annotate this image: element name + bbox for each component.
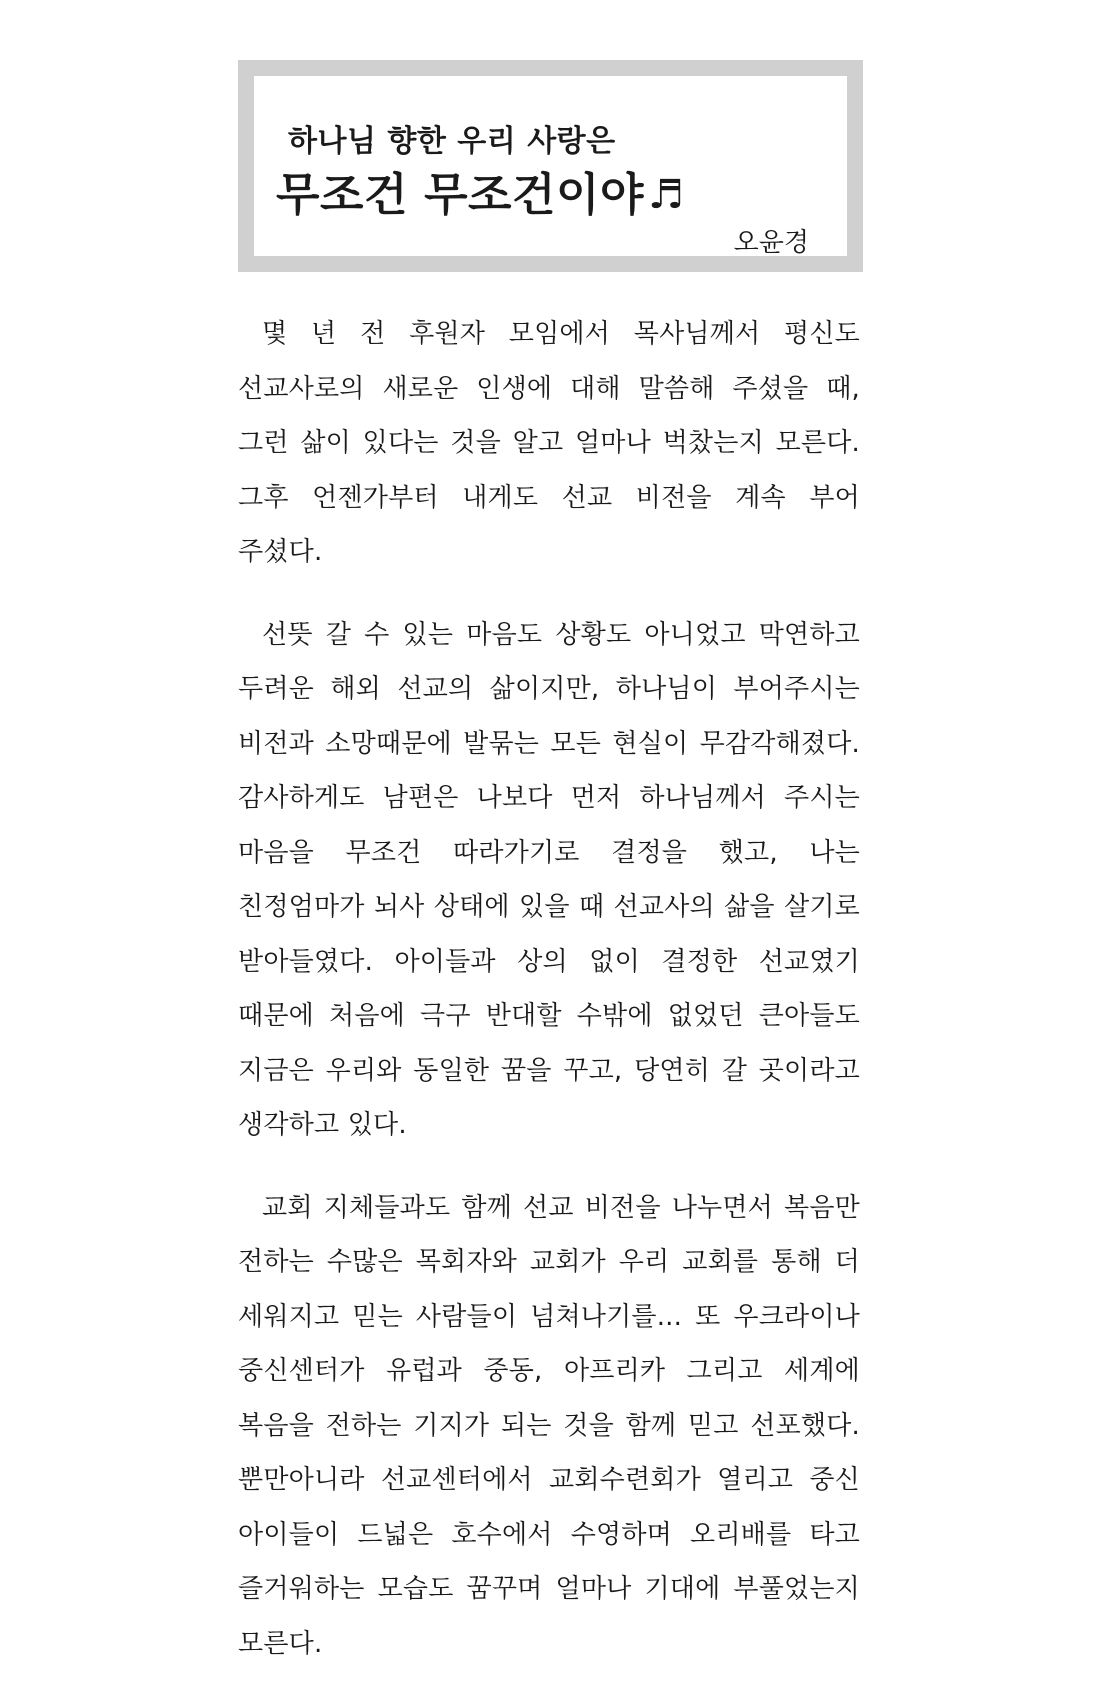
article-subtitle: 하나님 향한 우리 사랑은 [288,124,616,159]
article-body [238,307,860,1699]
article-title-line [276,158,684,223]
paragraph-2: 선뜻 갈 수 있는 마음도 상황도 아니었고 막연하고 두려운 해외 선교의 삶이지만, 하나님이 부어주시는 비전과 소망때문에 발묶는 모든 현실이 무감각해졌다. 감사하게도 남편은 나보다 먼저 하나님께서 주시는 마음을 무조건 따라가기로 결정을 했고, 나는 친정엄마가 뇌사 상태에 있을 때 선교사의 삶을 살기로 받아들였다. 아이들과 상의 없이 결정한 선교였기 때문에 처음에 극구 반대할 수밖에 없었던 큰아들도 지금은 우리와 동일한 꿈을 꾸고, 당연히 갈 곳이라고 생각하고 있다. [238,619,860,1140]
author-name: 오윤경 [733,228,809,258]
paragraph-3: 교회 지체들과도 함께 선교 비전을 나누면서 복음만 전하는 수많은 목회자와 교회가 우리 교회를 통해 더 세워지고 믿는 사람들이 넘쳐나기를... 또 우크라이나 중신센터가 유럽과 중동, 아프리카 그리고 세계에 복음을 전하는 기지가 되는 것을 함께 믿고 선포했다. 뿐만아니라 선교센터에서 교회수련회가 열리고 중신 아이들이 드넓은 호수에서 수영하며 오리배를 타고 즐거워하는 모습도 꿈꾸며 얼마나 기대에 부풀었는지 모른다. [238,1192,860,1659]
article-title: 무조건 무조건이야 [276,168,644,221]
paragraph-1: 몇 년 전 후원자 모임에서 목사님께서 평신도 선교사로의 새로운 인생에 대해 말씀해 주셨을 때, 그런 삶이 있다는 것을 알고 얼마나 벅찼는지 모른다. 그후 언젠가부터 내게도 선교 비전을 계속 부어 주셨다. [238,319,860,567]
music-note-icon: ♬ [647,172,685,218]
title-box [238,60,863,272]
